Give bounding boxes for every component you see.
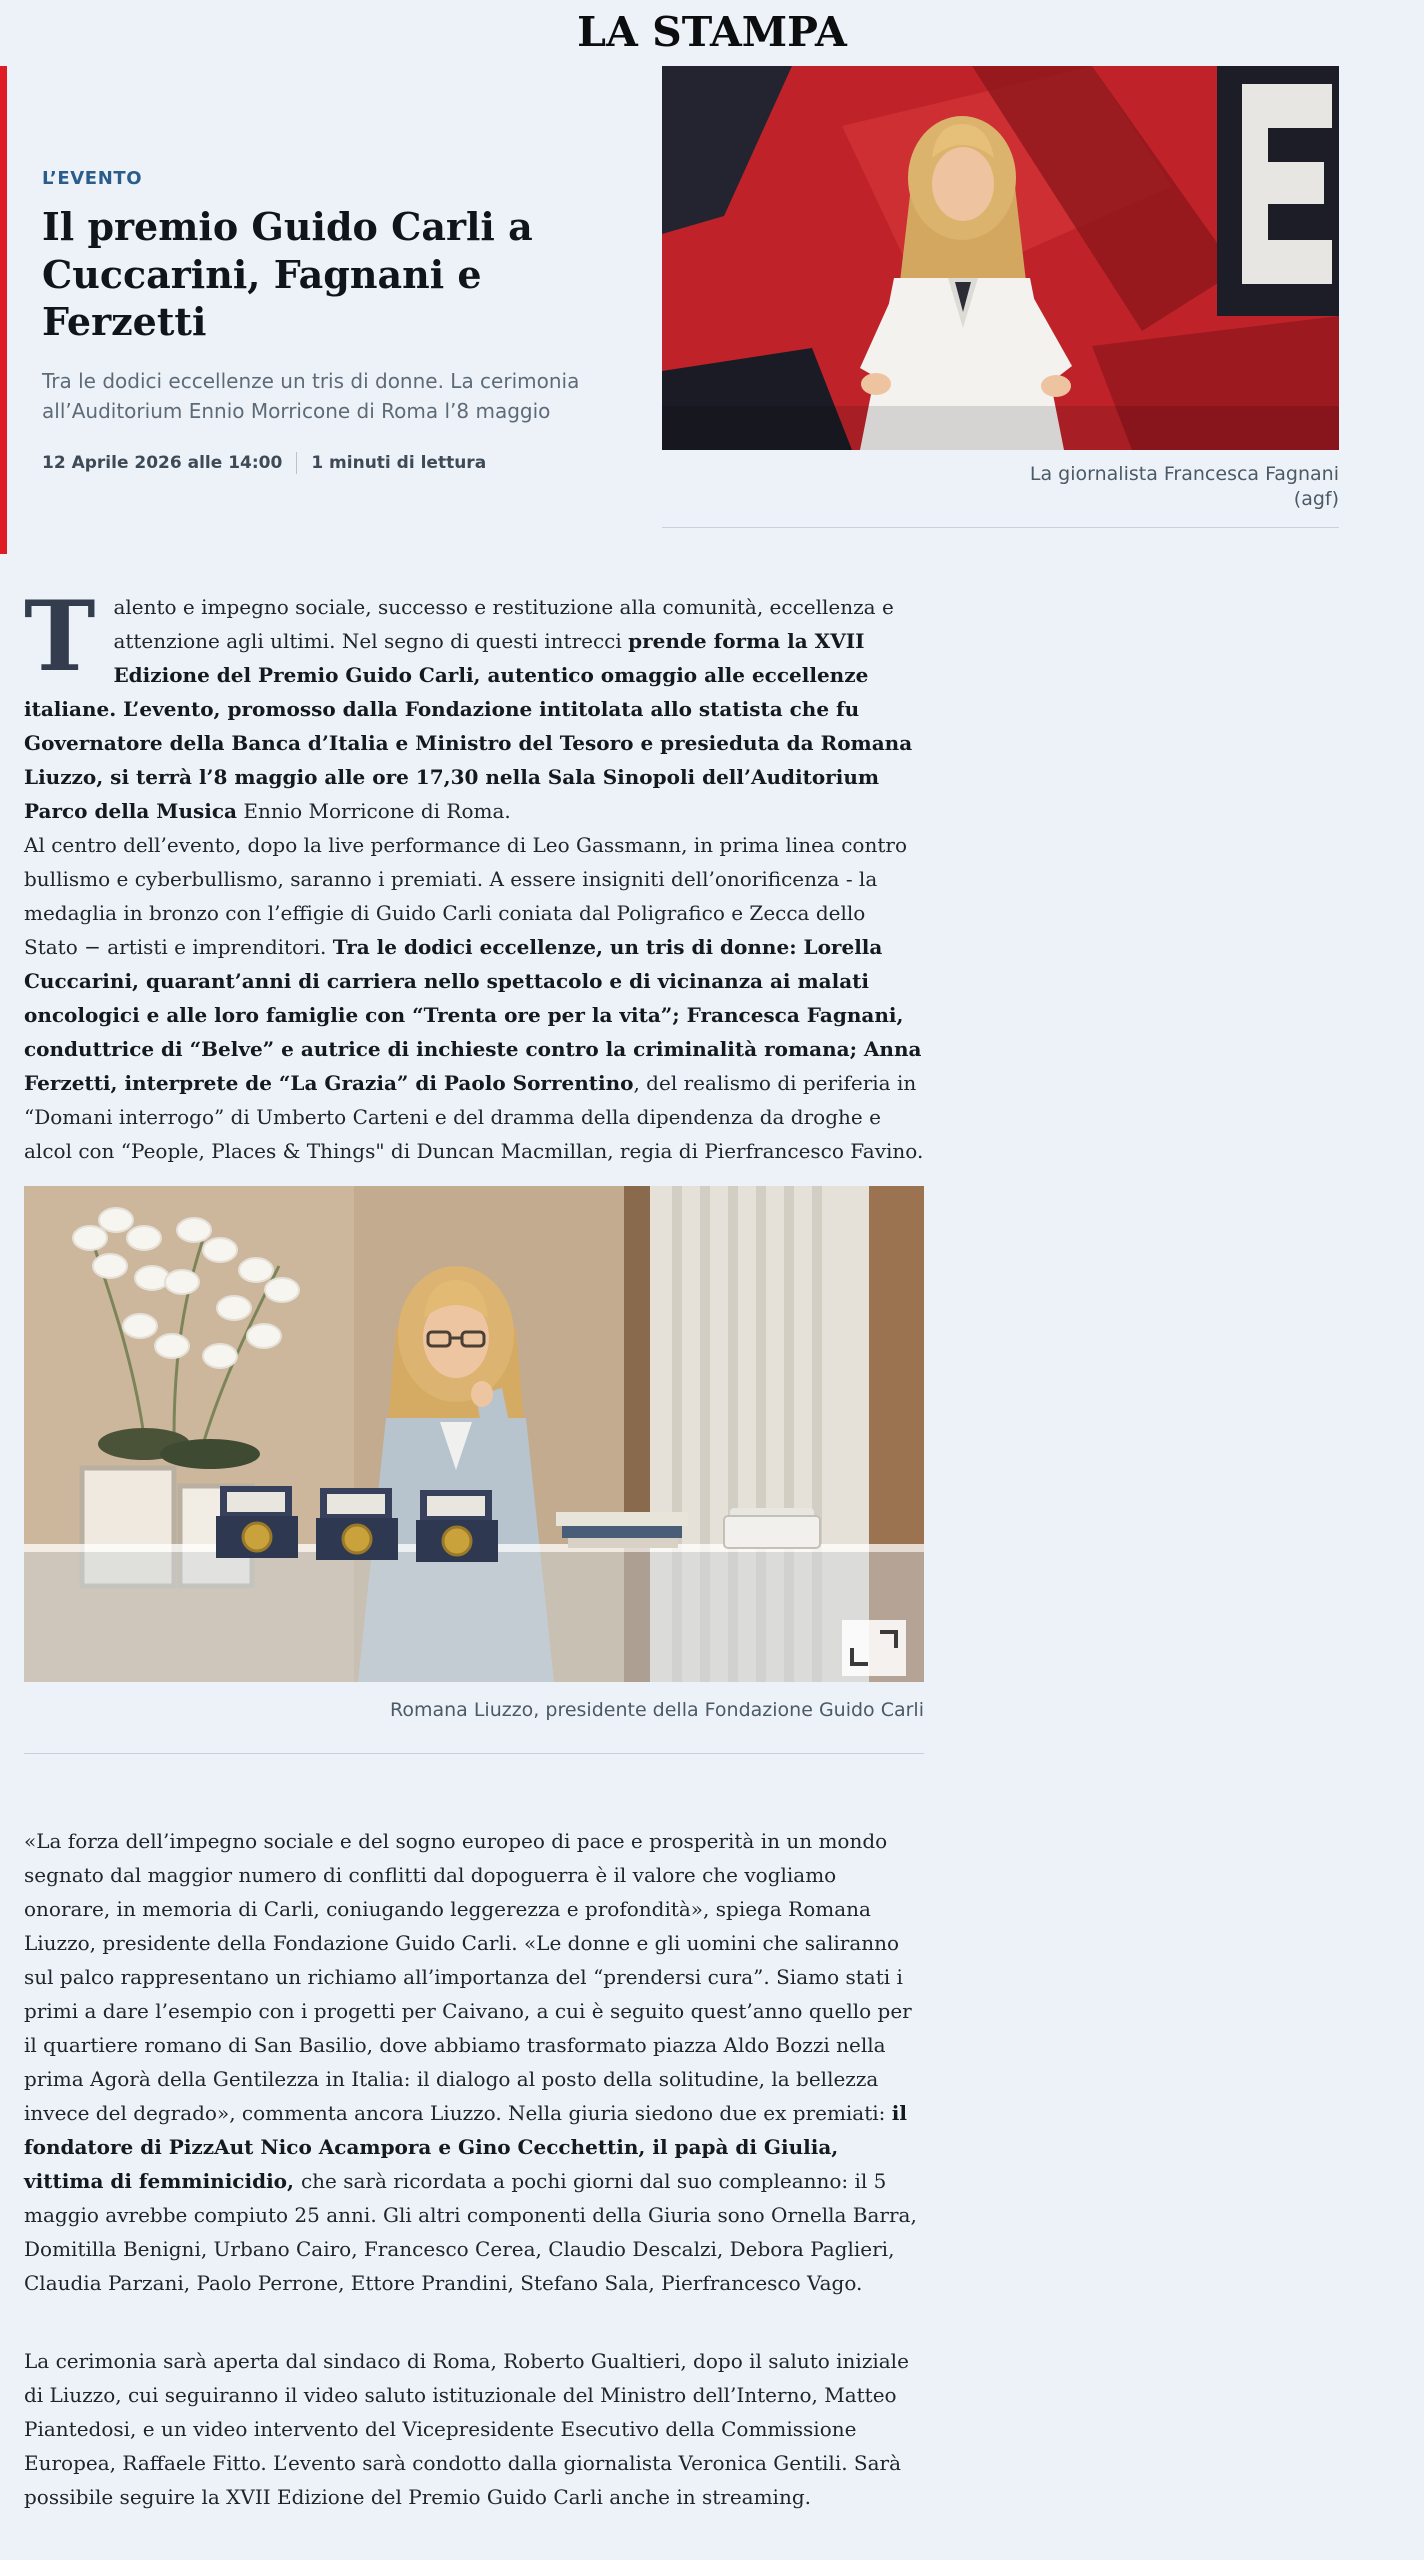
section-kicker: L’EVENTO <box>42 168 143 189</box>
paragraph-group-bottom <box>24 1824 924 2514</box>
paragraph-bold-segment: il fondatore di PizzAut Nico Acampora e Gino Cecchettin, il papà di Giulia, vittima di femminicidio, <box>24 2100 907 2193</box>
inline-divider <box>24 1753 924 1754</box>
hero-figure <box>662 66 1339 528</box>
publish-date: 12 Aprile 2026 alle 14:00 <box>42 452 283 473</box>
article-header <box>0 66 1424 528</box>
hero-image-art <box>662 66 1339 450</box>
article-header-text <box>0 66 662 528</box>
paragraph-group-top <box>24 580 924 1168</box>
article-title: Il premio Guido Carli a Cuccarini, Fagnani e Ferzetti <box>42 204 533 344</box>
hero-caption-block <box>662 462 1339 511</box>
lastampa-logo[interactable]: LA STAMPA <box>577 8 847 56</box>
hero-divider <box>662 527 1339 528</box>
paragraph-segment: La cerimonia sarà aperta dal sindaco di Roma, Roberto Gualtieri, dopo il saluto iniziale di Liuzzo, cui seguiranno il video saluto istituzionale del Ministro dell’Interno, Matteo Piantedosi, e un video intervento del Vicepresidente Esecutivo della Commissione Europea, Raffaele Fitto. L’evento sarà condotto dalla giornalista Veronica Gentili. Sarà possibile seguire la XVII Edizione del Premio Guido Carli anche in streaming. <box>24 2348 909 2509</box>
inline-image-caption: Romana Liuzzo, presidente della Fondazione Guido Carli <box>389 1699 924 1722</box>
article-meta <box>42 452 638 474</box>
inline-image-art <box>24 1186 924 1682</box>
article-paragraph <box>24 828 924 1168</box>
inline-figure <box>24 1186 924 1753</box>
meta-separator <box>296 452 297 474</box>
accent-red-bar <box>0 66 7 554</box>
paragraph-bold-segment: prende forma la XVII Edizione del Premio Guido Carli, autentico omaggio alle eccellenze italiane. L’evento, promosso dalla Fondazione intitolata allo statista che fu Governatore della Banca d’Italia e Ministro del Tesoro e presieduta da Romana Liuzzo, si terrà l’8 maggio alle ore 17,30 nella Sala Sinopoli dell’Auditorium Parco della Musica <box>24 629 913 824</box>
paragraph-segment: che sarà ricordata a pochi giorni dal suo compleanno: il 5 maggio avrebbe compiuto 25 anni. Gli altri componenti della Giuria sono Ornella Barra, Domitilla Benigni, Urbano Cairo, Francesco Cerea, Claudio Descalzi, Debora Paglieri, Claudia Parzani, Paolo Perrone, Ettore Prandini, Stefano Sala, Pierfrancesco Vago. <box>24 2168 917 2295</box>
paragraph-segment: Ennio Morricone di Roma. <box>236 799 511 824</box>
expand-icon[interactable] <box>842 1620 906 1676</box>
inline-image[interactable] <box>24 1186 924 1682</box>
article-paragraph <box>24 2344 924 2514</box>
reading-time: 1 minuti di lettura <box>311 452 487 473</box>
hero-image[interactable] <box>662 66 1339 450</box>
paragraph-segment: Al centro dell’evento, dopo la live performance di Leo Gassmann, in prima linea contro bullismo e cyberbullismo, saranno i premiati. A essere insigniti dell’onorificenza - la medaglia in bronzo con l’effigie di Guido Carli coniata dal Poligrafico e Zecca dello Stato − artisti e imprenditori. <box>24 833 907 960</box>
paragraph-segment: , del realismo di periferia in “Domani interrogo” di Umberto Carteni e del dramma della dipendenza da droghe e alcol con “People, Places & Things" di Duncan Macmillan, regia di Pierfrancesco Favino. <box>24 1071 924 1164</box>
drop-cap: T <box>24 580 96 694</box>
article-paragraph <box>24 1824 924 2300</box>
article-subtitle: Tra le dodici eccellenze un tris di donne. La cerimonia all’Auditorium Ennio Morricone di Roma l’8 maggio <box>42 368 580 423</box>
paragraph-bold-segment: Tra le dodici eccellenze, un tris di donne: Lorella Cuccarini, quarant’anni di carriera nello spettacolo e di vicinanza ai malati oncologici e alle loro famiglie con “Trenta ore per la vita”; Francesca Fagnani, conduttrice di “Belve” e autrice di inchieste contro la criminalità romana; Anna Ferzetti, interprete de “La Grazia” di Paolo Sorrentino <box>24 935 922 1096</box>
paragraph-segment: «La forza dell’impegno sociale e del sogno europeo di pace e prosperità in un mondo segnato dal maggior numero di conflitti dal dopoguerra è il valore che vogliamo onorare, in memoria di Carli, coniugando leggerezza e profondità», spiega Romana Liuzzo, presidente della Fondazione Guido Carli. «Le donne e gli uomini che saliranno sul palco rappresentano un richiamo all’importanza del “prendersi cura”. Siamo stati i primi a dare l’esempio con i progetti per Caivano, a cui è seguito quest’anno quello per il quartiere romano di San Basilio, dove abbiamo trasformato piazza Aldo Bozzi nella prima Agorà della Gentilezza in Italia: il dialogo al posto della solitudine, la bellezza invece del degrado», commenta ancora Liuzzo. Nella giuria siedono due ex premiati: <box>24 1828 912 2125</box>
hero-caption: La giornalista Francesca Fagnani <box>1029 463 1339 485</box>
article-body <box>24 580 924 2513</box>
masthead <box>0 0 1424 58</box>
article-paragraph <box>24 580 924 828</box>
hero-credit: (agf) <box>1293 487 1339 510</box>
paragraph-segment: alento e impegno sociale, successo e restituzione alla comunità, eccellenza e attenzione agli ultimi. Nel segno di questi intrecci <box>113 595 894 654</box>
